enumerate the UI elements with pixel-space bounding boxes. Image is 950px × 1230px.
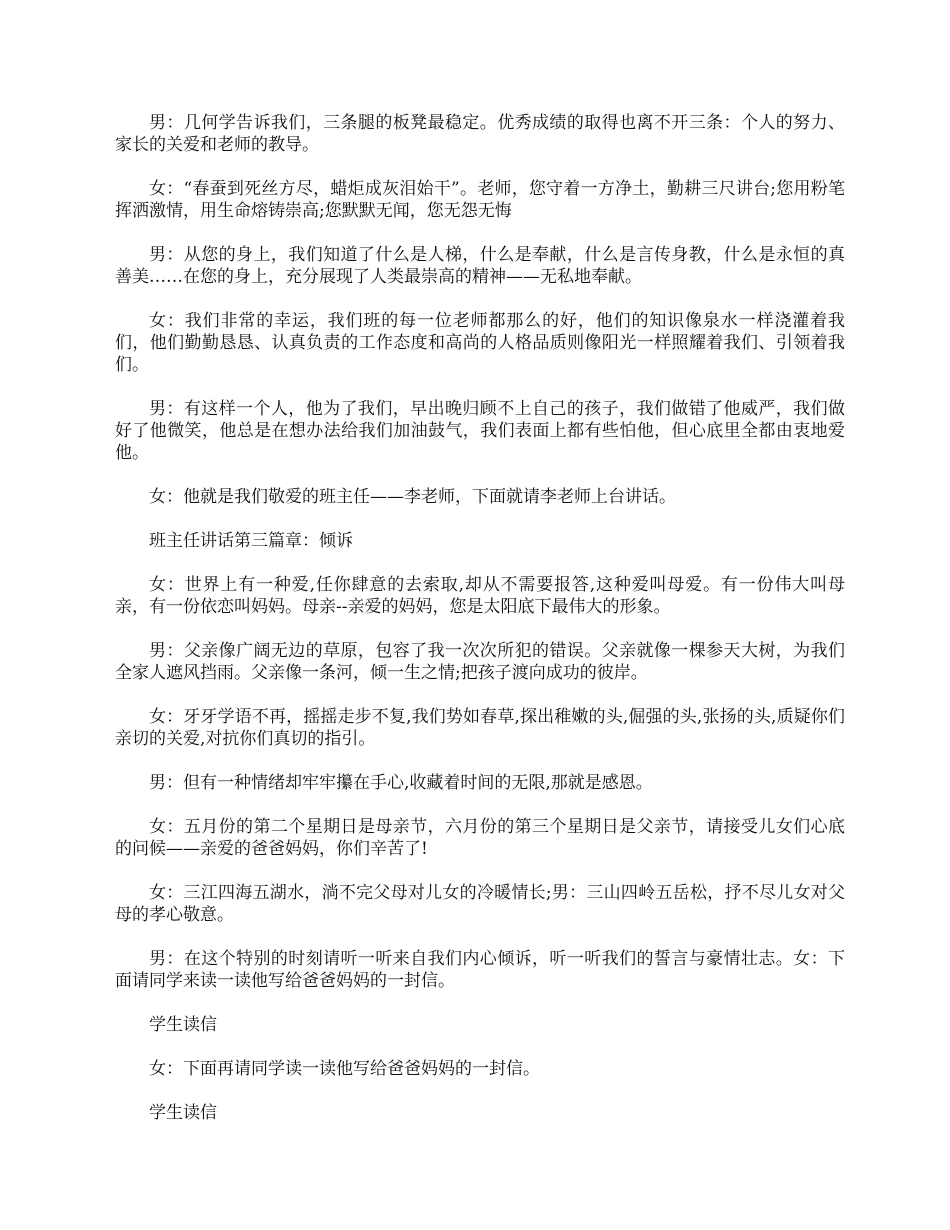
paragraph: 女：五月份的第二个星期日是母亲节，六月份的第三个星期日是父亲节，请接受儿女们心底的问候——亲爱的爸爸妈妈，你们辛苦了!	[115, 817, 845, 859]
paragraph: 女：我们非常的幸运，我们班的每一位老师都那么的好，他们的知识像泉水一样浇灌着我们，他们勤勤恳恳、认真负责的工作态度和高尚的人格品质则像阳光一样照耀着我们、引领着我们。	[115, 311, 845, 375]
paragraph: 女：“春蚕到死丝方尽，蜡炬成灰泪始干”。老师，您守着一方净土，勤耕三尺讲台;您用粉笔挥洒激情，用生命熔铸崇高;您默默无闻，您无怨无悔	[115, 179, 845, 221]
paragraph: 女：世界上有一种爱,任你肆意的去索取,却从不需要报答,这种爱叫母爱。有一份伟大叫母亲，有一份依恋叫妈妈。母亲--亲爱的妈妈，您是太阳底下最伟大的形象。	[115, 575, 845, 617]
paragraph: 女：三江四海五湖水，淌不完父母对儿女的冷暖情长;男：三山四岭五岳松，抒不尽儿女对父母的孝心敬意。	[115, 883, 845, 925]
paragraph: 女：下面再请同学读一读他写给爸爸妈妈的一封信。	[149, 1059, 540, 1079]
paragraph: 男：父亲像广阔无边的草原，包容了我一次次所犯的错误。父亲就像一棵参天大树，为我们全家人遮风挡雨。父亲像一条河，倾一生之情;把孩子渡向成功的彼岸。	[115, 641, 845, 683]
section-heading: 班主任讲话第三篇章：倾诉	[149, 531, 353, 551]
paragraph: 女：他就是我们敬爱的班主任——李老师，下面就请李老师上台讲话。	[149, 487, 676, 507]
stage-direction: 学生读信	[149, 1103, 217, 1123]
paragraph: 男：有这样一个人，他为了我们，早出晚归顾不上自己的孩子，我们做错了他威严，我们做好了他微笑，他总是在想办法给我们加油鼓气，我们表面上都有些怕他，但心底里全都由衷地爱他。	[115, 399, 845, 463]
paragraph: 女：牙牙学语不再，摇摇走步不复,我们势如春草,探出稚嫩的头,倔强的头,张扬的头,质疑你们亲切的关爱,对抗你们真切的指引。	[115, 707, 845, 749]
stage-direction: 学生读信	[149, 1015, 217, 1035]
paragraph: 男：从您的身上，我们知道了什么是人梯，什么是奉献，什么是言传身教，什么是永恒的真善美……在您的身上，充分展现了人类最崇高的精神——无私地奉献。	[115, 245, 845, 287]
paragraph: 男：几何学告诉我们，三条腿的板凳最稳定。优秀成绩的取得也离不开三条：个人的努力、家长的关爱和老师的教导。	[115, 113, 845, 155]
paragraph: 男：但有一种情绪却牢牢攥在手心,收藏着时间的无限,那就是感恩。	[149, 773, 653, 793]
paragraph: 男：在这个特别的时刻请听一听来自我们内心倾诉，听一听我们的誓言与豪情壮志。女：下面请同学来读一读他写给爸爸妈妈的一封信。	[115, 949, 845, 991]
document-body	[115, 112, 845, 1124]
